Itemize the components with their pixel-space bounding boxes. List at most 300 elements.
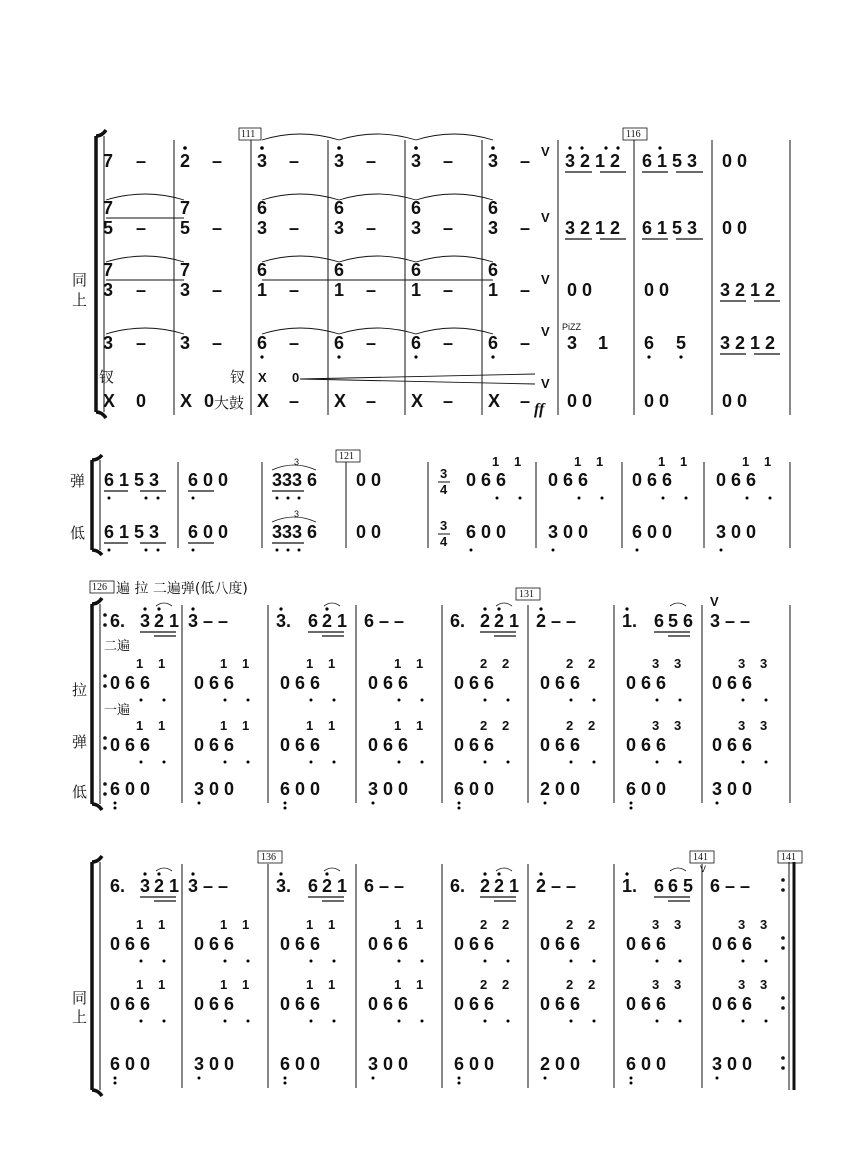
svg-text:1: 1 [492, 454, 500, 469]
svg-text:4: 4 [440, 534, 448, 549]
svg-text:0 6 6: 0 6 6 [626, 673, 667, 693]
svg-text:3: 3 [140, 611, 151, 631]
svg-text:1: 1 [764, 454, 772, 469]
svg-text:3 0 0: 3 0 0 [548, 522, 589, 542]
svg-text:2: 2 [502, 917, 510, 932]
svg-text:3: 3 [760, 656, 768, 671]
row-s4-di [110, 1054, 752, 1085]
rehearsal-mark-116: 116 [626, 129, 641, 140]
svg-text:0 6 6: 0 6 6 [548, 470, 589, 490]
row-s4-tan-a [110, 917, 768, 963]
svg-text:–: – [289, 391, 300, 411]
system-3 [72, 580, 790, 810]
svg-text:–: – [289, 151, 300, 171]
svg-text:4: 4 [440, 482, 448, 497]
svg-text:6: 6 [257, 260, 268, 280]
row-tan-second-notes [110, 656, 768, 702]
row-tan-notes [104, 454, 772, 500]
svg-text:3: 3 [738, 656, 746, 671]
svg-text:3.: 3. [276, 876, 292, 896]
rehearsal-mark-126: 126 [92, 582, 107, 593]
svg-text:6 0 0: 6 0 0 [280, 1054, 321, 1074]
label-di-2: 低 [72, 783, 88, 801]
brace-label-s4-part2: 上 [72, 1008, 88, 1026]
svg-text:1: 1 [514, 454, 522, 469]
svg-text:2: 2 [480, 656, 488, 671]
svg-text:5 6: 5 6 [668, 611, 694, 631]
svg-text:6 1 5 3: 6 1 5 3 [104, 522, 160, 542]
svg-text:1: 1 [136, 718, 144, 733]
svg-text:3: 3 [674, 718, 682, 733]
system-4 [72, 851, 802, 1096]
svg-text:3: 3 [738, 917, 746, 932]
svg-text:–: – [212, 151, 223, 171]
svg-text:1: 1 [220, 977, 228, 992]
svg-text:0 6 6: 0 6 6 [540, 934, 581, 954]
svg-text:3: 3 [411, 151, 422, 171]
svg-text:6 1 5 3: 6 1 5 3 [642, 151, 698, 171]
system-2 [70, 450, 790, 555]
svg-text:1: 1 [257, 280, 268, 300]
svg-text:–: – [443, 391, 454, 411]
svg-text:0: 0 [136, 391, 147, 411]
svg-text:7: 7 [103, 198, 114, 218]
svg-text:–: – [443, 280, 454, 300]
svg-text:1: 1 [220, 917, 228, 932]
svg-text:6: 6 [654, 611, 665, 631]
svg-text:6: 6 [411, 260, 422, 280]
svg-text:–: – [520, 151, 531, 171]
svg-text:–: – [520, 218, 531, 238]
svg-text:–: – [136, 218, 147, 238]
svg-text:3: 3 [652, 977, 660, 992]
svg-text:7: 7 [103, 151, 114, 171]
svg-text:2: 2 [480, 876, 491, 896]
svg-text:1: 1 [334, 280, 345, 300]
svg-text:1: 1 [136, 917, 144, 932]
svg-text:0 6 6: 0 6 6 [466, 470, 507, 490]
svg-text:0 6 6: 0 6 6 [712, 994, 753, 1014]
rehearsal-mark-131: 131 [519, 589, 534, 600]
svg-text:2 0 0: 2 0 0 [540, 779, 581, 799]
svg-text:–: – [443, 218, 454, 238]
svg-text:–: – [366, 151, 377, 171]
svg-text:1: 1 [488, 280, 499, 300]
svg-text:–: – [366, 218, 377, 238]
svg-text:1.: 1. [622, 876, 638, 896]
svg-text:1: 1 [242, 917, 250, 932]
svg-text:2: 2 [566, 718, 574, 733]
svg-text:0 0: 0 0 [722, 151, 748, 171]
svg-text:2: 2 [588, 977, 596, 992]
svg-text:333 6: 333 6 [272, 470, 318, 490]
svg-text:2 – –: 2 – – [536, 611, 577, 631]
svg-text:0 6 6: 0 6 6 [540, 735, 581, 755]
svg-text:6 0 0: 6 0 0 [626, 1054, 667, 1074]
svg-text:X: X [411, 391, 424, 411]
svg-text:0 0: 0 0 [567, 391, 593, 411]
svg-text:2: 2 [180, 151, 191, 171]
svg-text:0 6 6: 0 6 6 [712, 934, 753, 954]
svg-text:–: – [212, 280, 223, 300]
svg-text:V: V [541, 210, 550, 225]
svg-text:0 6 6: 0 6 6 [280, 673, 321, 693]
svg-text:0 6 6: 0 6 6 [280, 934, 321, 954]
svg-text:2: 2 [502, 718, 510, 733]
brace-label-part1: 同 [72, 271, 88, 289]
svg-text:1: 1 [158, 656, 166, 671]
row-4-notes [103, 322, 780, 359]
svg-text:0 6 6: 0 6 6 [368, 673, 409, 693]
svg-text:–: – [443, 151, 454, 171]
svg-text:6 – –: 6 – – [364, 611, 405, 631]
svg-text:1: 1 [136, 656, 144, 671]
svg-text:0 0: 0 0 [356, 470, 382, 490]
svg-text:1: 1 [416, 977, 424, 992]
svg-text:V: V [700, 864, 707, 874]
svg-text:3: 3 [103, 280, 114, 300]
svg-text:1: 1 [328, 917, 336, 932]
svg-text:2: 2 [588, 718, 596, 733]
svg-text:3: 3 [334, 218, 345, 238]
svg-text:0 6 6: 0 6 6 [368, 994, 409, 1014]
svg-text:3: 3 [760, 977, 768, 992]
svg-text:1: 1 [306, 656, 314, 671]
svg-text:2 1: 2 1 [322, 876, 348, 896]
svg-text:X: X [180, 391, 193, 411]
svg-text:3: 3 [674, 917, 682, 932]
label-tan-2: 弹 [72, 733, 88, 751]
svg-text:6 – –: 6 – – [364, 876, 405, 896]
svg-text:2: 2 [480, 718, 488, 733]
svg-text:2 1: 2 1 [154, 876, 180, 896]
svg-text:5: 5 [676, 333, 687, 353]
svg-text:1: 1 [158, 718, 166, 733]
svg-text:0 6 6: 0 6 6 [194, 934, 235, 954]
sub-label-first-pass: 一遍 [104, 703, 131, 718]
svg-text:–: – [289, 218, 300, 238]
svg-text:V: V [541, 144, 550, 159]
svg-text:6 0 0: 6 0 0 [632, 522, 673, 542]
svg-text:3: 3 [738, 977, 746, 992]
row-la-notes [110, 594, 750, 636]
svg-text:2: 2 [566, 977, 574, 992]
row-3-notes [103, 256, 780, 301]
svg-text:3 0 0: 3 0 0 [368, 779, 409, 799]
svg-text:3: 3 [411, 218, 422, 238]
svg-text:3: 3 [334, 151, 345, 171]
rehearsal-mark-141-a: 141 [693, 852, 708, 863]
svg-text:–: – [136, 280, 147, 300]
svg-text:3: 3 [738, 718, 746, 733]
brace-label-s4-part1: 同 [72, 989, 88, 1007]
label-di: 低 [70, 524, 86, 542]
svg-text:6 0 0: 6 0 0 [454, 779, 495, 799]
svg-text:–: – [366, 333, 377, 353]
svg-text:3.: 3. [276, 611, 292, 631]
svg-text:6 0 0: 6 0 0 [110, 1054, 151, 1074]
svg-text:3: 3 [488, 151, 499, 171]
brace-label-part2: 上 [72, 291, 88, 309]
svg-text:V: V [710, 594, 719, 609]
system-1 [72, 128, 790, 418]
svg-text:6: 6 [654, 876, 665, 896]
svg-text:3: 3 [257, 218, 268, 238]
svg-text:3: 3 [180, 280, 191, 300]
svg-text:–: – [289, 280, 300, 300]
svg-text:0 6 6: 0 6 6 [280, 735, 321, 755]
svg-text:7: 7 [103, 260, 114, 280]
svg-text:6: 6 [334, 260, 345, 280]
svg-text:2: 2 [480, 977, 488, 992]
svg-text:V: V [541, 324, 550, 339]
svg-text:6.: 6. [450, 876, 466, 896]
svg-text:1: 1 [328, 977, 336, 992]
svg-text:6.: 6. [110, 876, 126, 896]
svg-text:3: 3 [652, 656, 660, 671]
pizz-mark: PiZZ [562, 322, 581, 332]
svg-text:0 0: 0 0 [567, 280, 593, 300]
svg-text:–: – [520, 391, 531, 411]
row-di-notes [104, 509, 756, 552]
svg-text:1: 1 [158, 977, 166, 992]
svg-text:0 6 6: 0 6 6 [454, 934, 495, 954]
section-heading: 遍 拉 二遍弹(低八度) [116, 581, 248, 597]
svg-text:1: 1 [328, 718, 336, 733]
svg-text:3 0 0: 3 0 0 [712, 779, 753, 799]
svg-text:2 1: 2 1 [494, 611, 520, 631]
svg-text:0 6 6: 0 6 6 [110, 994, 151, 1014]
svg-text:6: 6 [334, 198, 345, 218]
svg-text:3: 3 [652, 917, 660, 932]
svg-text:1: 1 [242, 656, 250, 671]
svg-text:6 0 0: 6 0 0 [466, 522, 507, 542]
dynamic-ff: ff [534, 401, 545, 418]
svg-text:3: 3 [294, 509, 300, 519]
svg-text:5: 5 [103, 218, 114, 238]
svg-text:1: 1 [328, 656, 336, 671]
svg-text:1: 1 [242, 718, 250, 733]
svg-text:6 0 0: 6 0 0 [188, 470, 229, 490]
svg-text:–: – [520, 280, 531, 300]
svg-text:–: – [366, 280, 377, 300]
svg-text:3 – –: 3 – – [188, 611, 229, 631]
svg-text:1: 1 [598, 333, 609, 353]
svg-text:1: 1 [220, 718, 228, 733]
svg-text:0 6 6: 0 6 6 [716, 470, 757, 490]
svg-text:1: 1 [220, 656, 228, 671]
svg-text:6 0 0: 6 0 0 [626, 779, 667, 799]
svg-text:5: 5 [180, 218, 191, 238]
svg-text:3 – –: 3 – – [188, 876, 229, 896]
svg-text:3: 3 [760, 718, 768, 733]
svg-text:0: 0 [292, 370, 300, 385]
svg-text:6 1 5 3: 6 1 5 3 [104, 470, 160, 490]
svg-text:–: – [136, 333, 147, 353]
svg-text:0 6 6: 0 6 6 [194, 735, 235, 755]
svg-text:1: 1 [394, 977, 402, 992]
svg-text:1: 1 [574, 454, 582, 469]
svg-text:6 5: 6 5 [668, 876, 694, 896]
svg-text:3: 3 [674, 977, 682, 992]
svg-text:1: 1 [416, 718, 424, 733]
svg-text:0 6 6: 0 6 6 [626, 934, 667, 954]
svg-text:6 – –: 6 – – [710, 876, 751, 896]
svg-text:7: 7 [180, 198, 191, 218]
svg-text:1: 1 [596, 454, 604, 469]
svg-text:2: 2 [502, 977, 510, 992]
svg-text:0 0: 0 0 [644, 391, 670, 411]
svg-text:X: X [103, 391, 116, 411]
svg-text:3 0 0: 3 0 0 [712, 1054, 753, 1074]
svg-text:X: X [488, 391, 501, 411]
svg-text:–: – [212, 333, 223, 353]
row-2-notes [103, 194, 747, 239]
rehearsal-mark-136: 136 [261, 852, 276, 863]
svg-text:1: 1 [416, 917, 424, 932]
svg-text:2 – –: 2 – – [536, 876, 577, 896]
svg-text:2 1: 2 1 [154, 611, 180, 631]
svg-text:3: 3 [440, 518, 448, 533]
svg-text:0 6 6: 0 6 6 [540, 673, 581, 693]
svg-text:3 2 1 2: 3 2 1 2 [565, 218, 621, 238]
svg-text:3: 3 [180, 333, 191, 353]
svg-text:3: 3 [103, 333, 114, 353]
svg-text:6: 6 [488, 260, 499, 280]
svg-text:2: 2 [588, 917, 596, 932]
svg-text:0 6 6: 0 6 6 [712, 735, 753, 755]
svg-text:3 0 0: 3 0 0 [194, 779, 235, 799]
svg-text:0 6 6: 0 6 6 [454, 994, 495, 1014]
svg-text:2: 2 [588, 656, 596, 671]
svg-text:6: 6 [308, 876, 319, 896]
svg-text:0 0: 0 0 [644, 280, 670, 300]
row-s4-melody [110, 864, 750, 901]
svg-text:–: – [443, 333, 454, 353]
svg-text:0 6 6: 0 6 6 [540, 994, 581, 1014]
row-s4-tan-b [110, 977, 768, 1023]
svg-text:3 0 0: 3 0 0 [368, 1054, 409, 1074]
svg-text:2: 2 [566, 656, 574, 671]
svg-text:6 0 0: 6 0 0 [454, 1054, 495, 1074]
svg-text:–: – [289, 333, 300, 353]
cymbal-label: 钗 [99, 368, 115, 386]
svg-text:6: 6 [488, 333, 499, 353]
svg-text:6: 6 [308, 611, 319, 631]
svg-text:1: 1 [411, 280, 422, 300]
svg-text:1: 1 [394, 656, 402, 671]
svg-text:0 0: 0 0 [722, 391, 748, 411]
sub-label-second-pass: 二遍 [104, 639, 131, 654]
svg-text:3: 3 [257, 151, 268, 171]
svg-text:0: 0 [204, 391, 215, 411]
svg-text:–: – [212, 218, 223, 238]
label-tan: 弹 [70, 472, 86, 490]
svg-text:0 0: 0 0 [356, 522, 382, 542]
svg-text:2: 2 [480, 917, 488, 932]
svg-text:1: 1 [242, 977, 250, 992]
svg-text:3 2 1 2: 3 2 1 2 [720, 333, 776, 353]
row-di-second-notes [110, 779, 752, 810]
svg-text:3: 3 [488, 218, 499, 238]
row-1-notes [103, 134, 747, 172]
svg-text:1: 1 [306, 917, 314, 932]
svg-text:X: X [258, 370, 267, 385]
rehearsal-mark-111: 111 [241, 129, 256, 140]
svg-text:0 6 6: 0 6 6 [454, 735, 495, 755]
svg-text:–: – [366, 391, 377, 411]
svg-text:2 0 0: 2 0 0 [540, 1054, 581, 1074]
svg-text:2 1: 2 1 [322, 611, 348, 631]
svg-text:0 6 6: 0 6 6 [626, 994, 667, 1014]
svg-text:2: 2 [502, 656, 510, 671]
svg-text:6.: 6. [450, 611, 466, 631]
svg-text:1: 1 [306, 718, 314, 733]
svg-text:0 6 6: 0 6 6 [626, 735, 667, 755]
svg-text:6: 6 [411, 198, 422, 218]
svg-text:1: 1 [136, 977, 144, 992]
svg-text:1: 1 [158, 917, 166, 932]
rehearsal-mark-121: 121 [339, 451, 354, 462]
svg-text:0 6 6: 0 6 6 [280, 994, 321, 1014]
svg-text:3 2 1 2: 3 2 1 2 [720, 280, 776, 300]
svg-text:2 1: 2 1 [494, 876, 520, 896]
svg-text:1: 1 [680, 454, 688, 469]
big-drum-label: 大鼓 [214, 394, 245, 412]
svg-text:6 1 5 3: 6 1 5 3 [642, 218, 698, 238]
svg-text:0 0: 0 0 [722, 218, 748, 238]
svg-text:3: 3 [440, 466, 448, 481]
row-5-percussion [99, 368, 747, 418]
svg-text:6 0 0: 6 0 0 [188, 522, 229, 542]
svg-text:3 2 1 2: 3 2 1 2 [565, 151, 621, 171]
svg-text:3 0 0: 3 0 0 [716, 522, 757, 542]
svg-text:3: 3 [760, 917, 768, 932]
svg-text:X: X [257, 391, 270, 411]
svg-text:0 6 6: 0 6 6 [194, 673, 235, 693]
svg-text:6: 6 [334, 333, 345, 353]
svg-text:3: 3 [674, 656, 682, 671]
tuplet-mark: 3 [294, 457, 300, 467]
svg-text:333 6: 333 6 [272, 522, 318, 542]
row-tan-first-notes [110, 718, 768, 764]
svg-text:2: 2 [566, 917, 574, 932]
svg-text:3 – –: 3 – – [710, 611, 751, 631]
svg-text:6 0 0: 6 0 0 [110, 779, 151, 799]
svg-text:0 6 6: 0 6 6 [110, 735, 151, 755]
svg-text:0 6 6: 0 6 6 [110, 934, 151, 954]
svg-text:0 6 6: 0 6 6 [368, 934, 409, 954]
rehearsal-mark-141-b: 141 [781, 852, 796, 863]
svg-text:X: X [334, 391, 347, 411]
cymbal-label-2: 钗 [230, 368, 246, 386]
svg-text:6: 6 [411, 333, 422, 353]
svg-text:V: V [541, 376, 550, 391]
svg-text:1: 1 [306, 977, 314, 992]
svg-text:6: 6 [257, 198, 268, 218]
svg-text:3 0 0: 3 0 0 [194, 1054, 235, 1074]
svg-text:3: 3 [140, 876, 151, 896]
label-la: 拉 [72, 681, 88, 699]
svg-text:1.: 1. [622, 611, 638, 631]
svg-text:3: 3 [652, 718, 660, 733]
svg-text:2: 2 [480, 611, 491, 631]
svg-text:0 6 6: 0 6 6 [712, 673, 753, 693]
svg-text:1: 1 [658, 454, 666, 469]
svg-text:7: 7 [180, 260, 191, 280]
svg-text:1: 1 [394, 917, 402, 932]
svg-text:–: – [520, 333, 531, 353]
